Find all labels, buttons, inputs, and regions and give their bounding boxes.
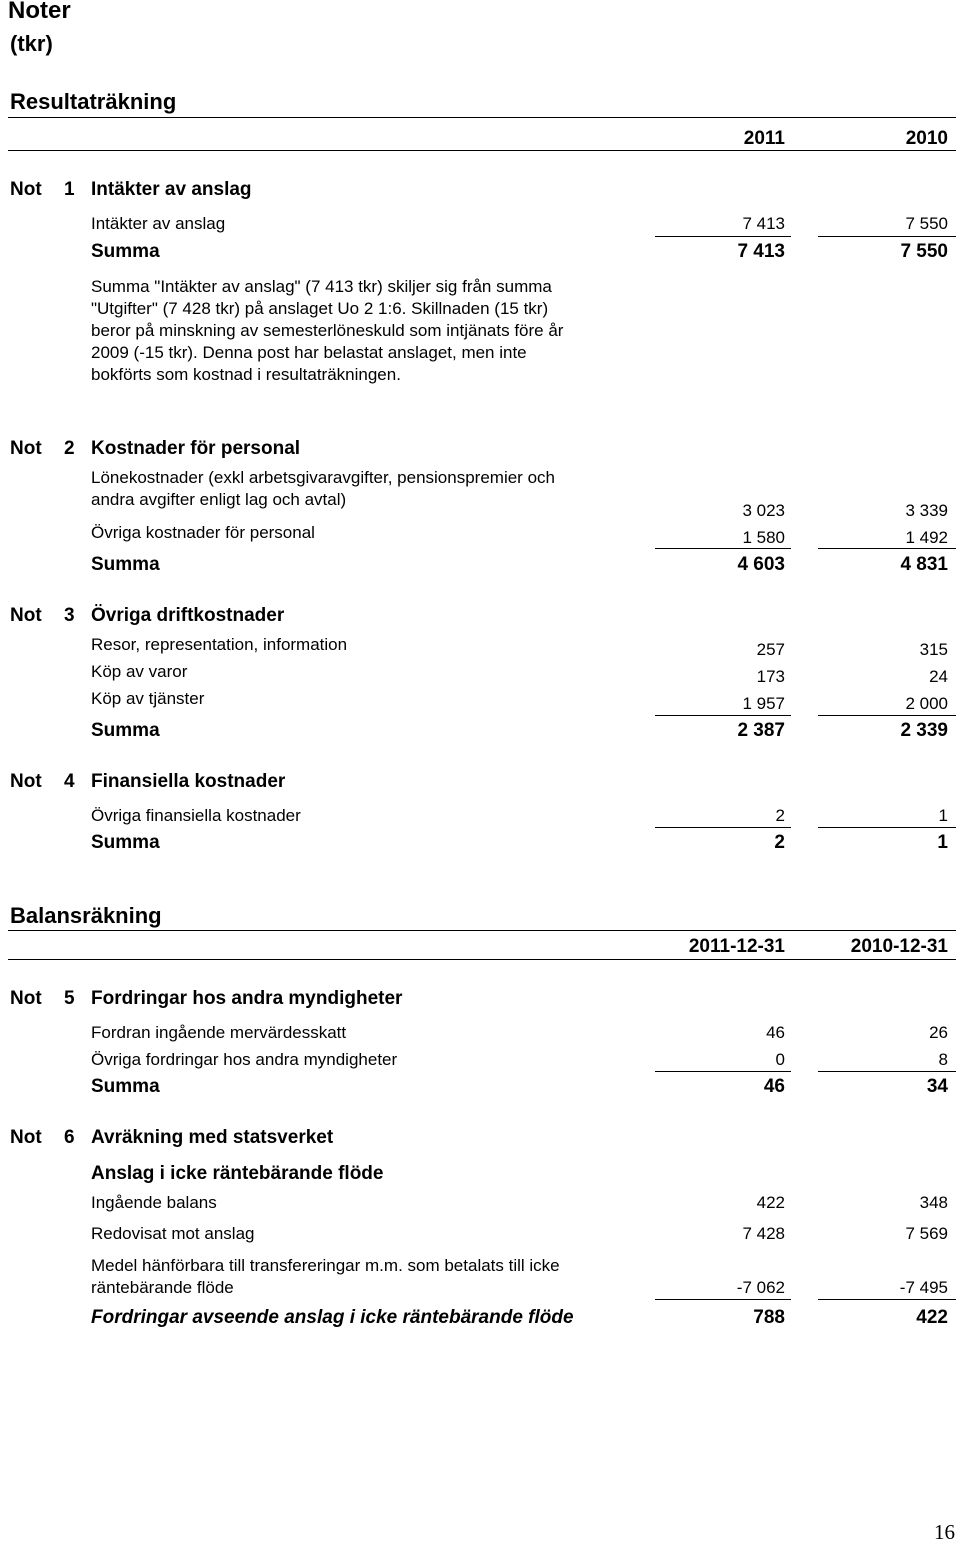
not1-sum-2010: 7 550 (900, 241, 948, 262)
not3-row-2011: 1 957 (742, 694, 785, 713)
not4-row-label: Övriga finansiella kostnader (91, 806, 301, 825)
resultat-divider (8, 117, 956, 118)
not6-row-2010: 7 569 (905, 1224, 948, 1243)
not5-sum-2011: 46 (763, 1076, 785, 1097)
not4-row-2011: 2 (775, 806, 785, 825)
date-2011: 2011-12-31 (688, 936, 785, 957)
not1-text-line: bokförts som kostnad i resultaträkningen. (91, 365, 401, 384)
not1-title: Intäkter av anslag (91, 179, 252, 200)
not6-sum-2011: 788 (753, 1307, 785, 1328)
not5-number: 5 (64, 988, 75, 1009)
not4-sum-label: Summa (91, 832, 160, 853)
not4-word: Not (10, 771, 42, 792)
not2-word: Not (10, 438, 42, 459)
year-2010: 2010 (905, 128, 948, 149)
not2-row-label: Lönekostnader (exkl arbetsgivaravgifter, pensionspremier och (91, 468, 555, 487)
not5-title: Fordringar hos andra myndigheter (91, 988, 403, 1009)
not5-underline-2010 (818, 1071, 956, 1072)
not6-row-2011: -7 062 (736, 1278, 785, 1297)
not6-row-label: Ingående balans (91, 1193, 217, 1212)
not1-sum-label: Summa (91, 241, 160, 262)
not6-subtitle: Anslag i icke räntebärande flöde (91, 1163, 384, 1184)
not1-row-2010: 7 550 (905, 214, 948, 233)
not1-number: 1 (64, 179, 75, 200)
not6-row-label: räntebärande flöde (91, 1278, 234, 1297)
not2-row-2010: 1 492 (905, 528, 948, 547)
not6-row-label: Redovisat mot anslag (91, 1224, 255, 1243)
not4-sum-2010: 1 (937, 832, 948, 853)
not5-row-2010: 26 (929, 1023, 948, 1042)
not6-sum-label: Fordringar avseende anslag i icke räntebärande flöde (91, 1307, 574, 1328)
not4-sum-2011: 2 (774, 832, 785, 853)
resultat-heading: Resultaträkning (10, 89, 177, 114)
not1-text-line: 2009 (-15 tkr). Denna post har belastat anslaget, men inte (91, 343, 527, 362)
not6-row-2010: 348 (919, 1193, 948, 1212)
not3-row-label: Resor, representation, information (91, 635, 348, 654)
not3-sum-2011: 2 387 (737, 720, 785, 741)
not1-word: Not (10, 179, 42, 200)
not4-underline-2011 (655, 827, 791, 828)
not3-sum-label: Summa (91, 720, 160, 741)
not1-sum-2011: 7 413 (737, 241, 785, 262)
not6-word: Not (10, 1127, 42, 1148)
not2-title: Kostnader för personal (91, 438, 301, 459)
not2-row-2011: 3 023 (742, 501, 785, 520)
not1-row-2011: 7 413 (742, 214, 785, 233)
not1-text-line: beror på minskning av semesterlöneskuld som intjänats före år (91, 321, 564, 340)
not5-sum-label: Summa (91, 1076, 160, 1097)
not1-text-line: Summa "Intäkter av anslag" (7 413 tkr) skiljer sig från summa (91, 277, 552, 296)
not2-underline-2011 (655, 548, 791, 549)
not3-row-2010: 315 (919, 640, 948, 659)
not3-word: Not (10, 605, 42, 626)
not1-underline-2011 (655, 236, 791, 237)
not4-number: 4 (64, 771, 75, 792)
page-unit: (tkr) (10, 31, 53, 56)
year-2011: 2011 (743, 128, 785, 149)
not3-row-2011: 173 (756, 667, 785, 686)
not2-sum-label: Summa (91, 554, 160, 575)
not2-row-2010: 3 339 (905, 501, 948, 520)
not5-row-2011: 46 (766, 1023, 785, 1042)
not3-sum-2010: 2 339 (900, 720, 948, 741)
not6-sum-2010: 422 (916, 1307, 948, 1328)
not4-title: Finansiella kostnader (91, 771, 286, 792)
not6-row-label: Medel hänförbara till transfereringar m.m. som betalats till icke (91, 1256, 560, 1275)
balans-heading: Balansräkning (10, 903, 162, 928)
not5-row-2011: 0 (775, 1050, 785, 1069)
not3-underline-2010 (818, 715, 956, 716)
not2-underline-2010 (818, 548, 956, 549)
not2-sum-2011: 4 603 (737, 554, 785, 575)
not5-row-label: Övriga fordringar hos andra myndigheter (91, 1050, 398, 1069)
not5-row-2010: 8 (938, 1050, 948, 1069)
not4-row-2010: 1 (938, 806, 948, 825)
not2-row-2011: 1 580 (742, 528, 785, 547)
not3-row-2010: 24 (929, 667, 948, 686)
balans-divider (8, 930, 956, 931)
not6-row-2011: 7 428 (742, 1224, 785, 1243)
not1-underline-2010 (818, 236, 956, 237)
not3-underline-2011 (655, 715, 791, 716)
not3-title: Övriga driftkostnader (91, 605, 285, 626)
not5-sum-2010: 34 (926, 1076, 948, 1097)
not6-title: Avräkning med statsverket (91, 1127, 334, 1148)
date-2010: 2010-12-31 (850, 936, 948, 957)
not6-underline-2011 (655, 1299, 791, 1300)
not6-row-2010: -7 495 (899, 1278, 948, 1297)
not2-sum-2010: 4 831 (900, 554, 948, 575)
not3-number: 3 (64, 605, 75, 626)
not1-text-line: "Utgifter" (7 428 tkr) på anslaget Uo 2 1:6. Skillnaden (15 tkr) (91, 299, 549, 318)
not3-row-label: Köp av tjänster (91, 689, 205, 708)
not3-row-label: Köp av varor (91, 662, 188, 681)
not5-word: Not (10, 988, 42, 1009)
page-number: 16 (934, 1520, 955, 1544)
not3-row-2011: 257 (756, 640, 785, 659)
not2-number: 2 (64, 438, 75, 459)
not4-underline-2010 (818, 827, 956, 828)
not6-number: 6 (64, 1127, 75, 1148)
not1-row-label: Intäkter av anslag (91, 214, 226, 233)
not3-row-2010: 2 000 (905, 694, 948, 713)
not2-row-label: andra avgifter enligt lag och avtal) (91, 490, 347, 509)
not5-row-label: Fordran ingående mervärdesskatt (91, 1023, 347, 1042)
page-title: Noter (8, 0, 71, 24)
not5-underline-2011 (655, 1071, 791, 1072)
not6-row-2011: 422 (756, 1193, 785, 1212)
dates-divider (8, 959, 956, 960)
not6-underline-2010 (818, 1299, 956, 1300)
years-divider (8, 150, 956, 151)
not2-row-label: Övriga kostnader för personal (91, 523, 315, 542)
